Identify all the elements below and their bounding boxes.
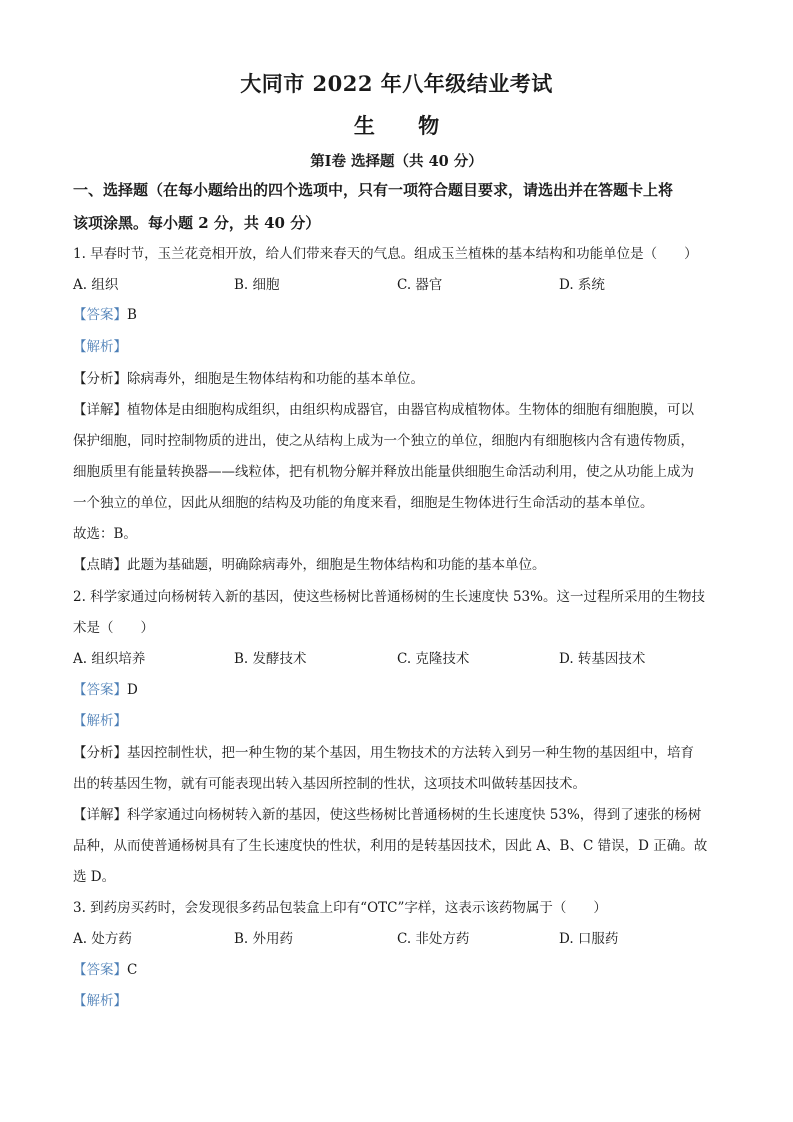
xiangjie-label: 【详解】 [73,807,127,823]
q1-dianjing: 【点睛】此题为基础题，明确除病毒外，细胞是生物体结构和功能的基本单位。 [73,557,546,573]
q2-xiangjie-line1: 【详解】科学家通过向杨树转入新的基因，使这些杨树比普通杨树的生长速度快 53%，得到了速张的杨树 [73,807,702,823]
q3-option-a: A. 处方药 [73,931,132,947]
q1-option-c: C. 器官 [397,277,443,293]
q3-option-c: C. 非处方药 [397,931,470,947]
subject-title: 生 物 [353,113,458,138]
answer-label: 【答案】 [73,307,127,323]
q1-stem: 1. 早春时节，玉兰花竞相开放，给人们带来春天的气息。组成玉兰植株的基本结构和功能单位是（ ） [73,246,698,262]
q1-answer [73,305,137,325]
part-title: 第Ⅰ卷 选择题（共 40 分） [310,153,483,170]
q2-xiangjie-line2: 品种，从而使普通杨树具有了生长速度快的性状，利用的是转基因技术，因此 A、B、C 错误，D 正确。故 [73,838,708,854]
section-instructions-line2: 该项涂黑。每小题 2 分，共 40 分） [73,214,321,232]
q1-xiangjie-line4: 一个独立的单位，因此从细胞的结构及功能的角度来看，细胞是生物体进行生命活动的基本单位。 [73,495,654,511]
q2-fenxi-line1: 【分析】基因控制性状，把一种生物的某个基因，用生物技术的方法转入到另一种生物的基因组中，培育 [73,745,694,761]
q3-analysis-label: 【解析】 [73,993,127,1009]
q1-answer-value: B [127,307,137,323]
answer-label: 【答案】 [73,962,127,978]
q1-conclusion: 故选：B。 [73,526,137,542]
q1-option-a: A. 组织 [73,277,119,293]
q2-option-a: A. 组织培养 [73,651,146,667]
q3-option-b: B. 外用药 [234,931,294,947]
q2-xiangjie-line3: 选 D。 [73,869,116,885]
q1-xiangjie-line3: 细胞质里有能量转换器——线粒体，把有机物分解并释放出能量供细胞生命活动利用，使之从功能上成为 [73,464,694,480]
exam-title: 大同市 2022 年八年级结业考试 [240,71,553,96]
q2-analysis-label: 【解析】 [73,713,127,729]
q2-option-b: B. 发酵技术 [234,651,307,667]
q1-option-d: D. 系统 [559,277,605,293]
q1-xiangjie-line2: 保护细胞，同时控制物质的进出，使之从结构上成为一个独立的单位，细胞内有细胞核内含有遗传物质， [73,433,694,449]
xiangjie-label: 【详解】 [73,402,127,418]
fenxi-label: 【分析】 [73,371,127,387]
q3-answer [73,960,137,980]
q3-stem: 3. 到药房买药时，会发现很多药品包装盒上印有“OTC”字样，这表示该药物属于（ ） [73,900,607,916]
q2-stem-line1: 2. 科学家通过向杨树转入新的基因，使这些杨树比普通杨树的生长速度快 53%。这一过程所采用的生物技 [73,589,705,605]
dianjing-label: 【点睛】 [73,557,127,573]
q1-fenxi: 【分析】除病毒外，细胞是生物体结构和功能的基本单位。 [73,371,424,387]
q2-answer [73,680,138,700]
q1-option-b: B. 细胞 [234,277,280,293]
q2-option-c: C. 克隆技术 [397,651,470,667]
q2-answer-value: D [127,682,138,698]
fenxi-label: 【分析】 [73,745,127,761]
q1-analysis-label: 【解析】 [73,339,127,355]
answer-label: 【答案】 [73,682,127,698]
q2-stem-line2: 术是（ ） [73,620,154,636]
q3-option-d: D. 口服药 [559,931,619,947]
q2-fenxi-line2: 出的转基因生物，就有可能表现出转入基因所控制的性状，这项技术叫做转基因技术。 [73,776,586,792]
q1-xiangjie-line1: 【详解】植物体是由细胞构成组织，由组织构成器官，由器官构成植物体。生物体的细胞有细胞膜，可以 [73,402,694,418]
q3-answer-value: C [127,962,138,978]
section-instructions-line1: 一、选择题（在每小题给出的四个选项中，只有一项符合题目要求，请选出并在答题卡上将 [73,181,674,199]
q2-option-d: D. 转基因技术 [559,651,646,667]
